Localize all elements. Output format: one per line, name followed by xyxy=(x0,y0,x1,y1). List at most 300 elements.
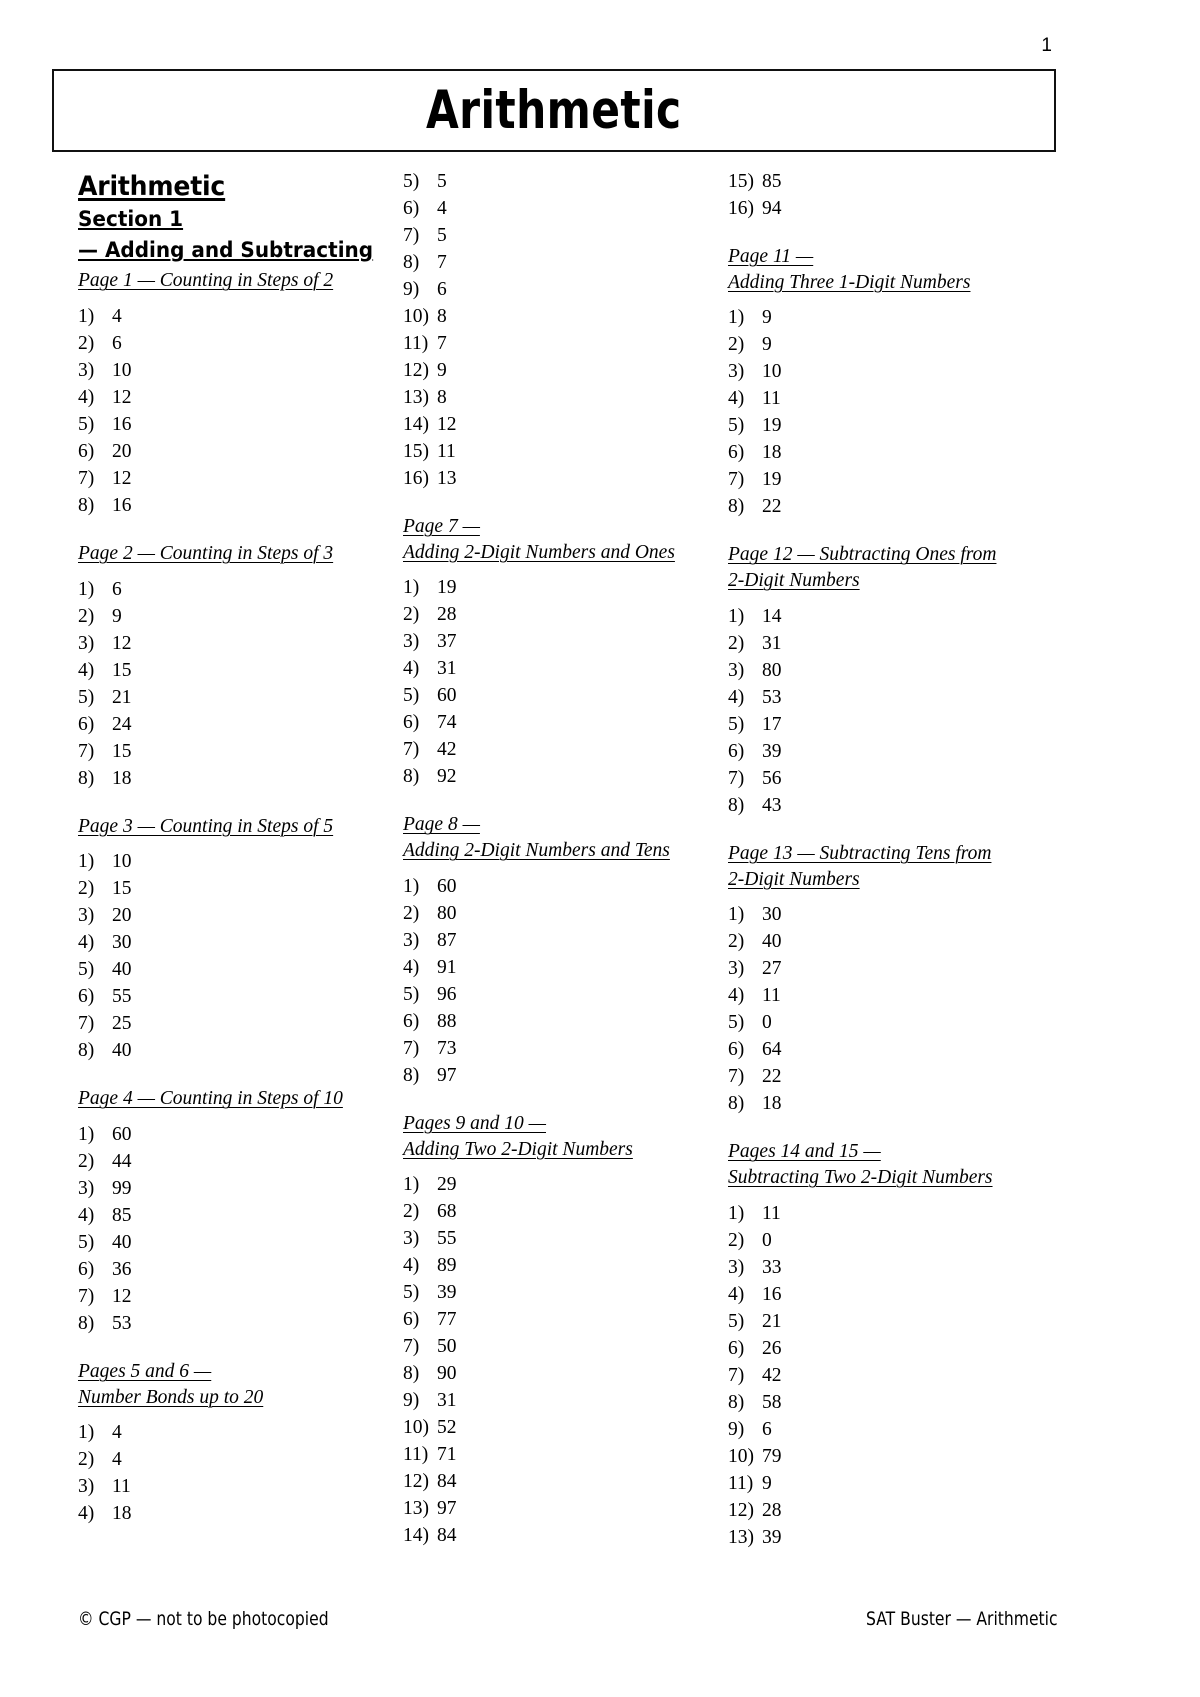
answer-value: 53 xyxy=(762,686,782,708)
answer-list xyxy=(78,1420,403,1528)
answer-list xyxy=(403,168,728,492)
answer-number: 6) xyxy=(403,1309,420,1331)
answer-row xyxy=(728,1389,1078,1416)
answer-value: 84 xyxy=(437,1471,457,1493)
answer-value: 96 xyxy=(437,983,457,1005)
answer-value: 15 xyxy=(112,659,132,681)
answer-number: 1) xyxy=(78,305,95,327)
answer-group-title xyxy=(728,841,1078,892)
answer-number: 2) xyxy=(728,931,745,953)
footer-book-title: SAT Buster — Arithmetic xyxy=(866,1608,1058,1630)
answer-value: 92 xyxy=(437,766,457,788)
answer-number: 1) xyxy=(78,1422,95,1444)
answer-value: 21 xyxy=(112,686,132,708)
answer-row xyxy=(403,1035,728,1062)
answer-group-title xyxy=(78,814,403,840)
answer-row xyxy=(78,848,403,875)
answer-value: 7 xyxy=(437,251,447,273)
answer-group xyxy=(728,841,1078,1117)
answer-row xyxy=(403,465,728,492)
answer-row xyxy=(78,1121,403,1148)
answer-number: 15) xyxy=(728,170,754,192)
answer-value: 27 xyxy=(762,958,782,980)
answer-number: 2) xyxy=(78,1150,95,1172)
answer-row xyxy=(403,1495,728,1522)
answer-group-title-line: Page 3 — Counting in Steps of 5 xyxy=(78,815,334,837)
answer-value: 74 xyxy=(437,712,457,734)
answer-row xyxy=(728,439,1078,466)
answer-group xyxy=(78,541,403,792)
answer-row xyxy=(78,1420,403,1447)
answer-value: 21 xyxy=(762,1310,782,1332)
answer-row xyxy=(728,466,1078,493)
answer-row xyxy=(403,682,728,709)
answer-value: 8 xyxy=(437,386,447,408)
answer-row xyxy=(728,195,1078,222)
answer-row xyxy=(78,1474,403,1501)
answer-list xyxy=(78,848,403,1064)
answer-value: 58 xyxy=(762,1391,782,1413)
answer-group-title xyxy=(728,244,1078,295)
answer-row xyxy=(78,1202,403,1229)
answer-row xyxy=(78,657,403,684)
answer-number: 12) xyxy=(728,1499,754,1521)
answer-number: 3) xyxy=(728,659,745,681)
answer-row xyxy=(403,709,728,736)
answer-value: 42 xyxy=(437,739,457,761)
answer-value: 60 xyxy=(112,1123,132,1145)
answer-value: 6 xyxy=(112,578,122,600)
answer-list xyxy=(728,304,1078,520)
answer-value: 25 xyxy=(112,1013,132,1035)
answer-number: 5) xyxy=(728,713,745,735)
answer-row xyxy=(728,304,1078,331)
answer-number: 1) xyxy=(403,875,420,897)
answer-row xyxy=(728,928,1078,955)
answer-value: 12 xyxy=(112,467,132,489)
answer-value: 5 xyxy=(437,224,447,246)
answer-value: 44 xyxy=(112,1150,132,1172)
title-banner xyxy=(52,69,1056,152)
answer-value: 71 xyxy=(437,1444,457,1466)
answer-group-title-line: Number Bonds up to 20 xyxy=(78,1386,264,1408)
answer-row xyxy=(78,875,403,902)
answer-value: 39 xyxy=(762,1526,782,1548)
answer-group-title-line: Page 2 — Counting in Steps of 3 xyxy=(78,543,334,565)
answer-value: 73 xyxy=(437,1037,457,1059)
answer-value: 99 xyxy=(112,1177,132,1199)
answer-number: 5) xyxy=(728,1012,745,1034)
answer-number: 1) xyxy=(728,1202,745,1224)
answer-row xyxy=(728,1227,1078,1254)
answer-group xyxy=(728,168,1078,222)
answers-column-2 xyxy=(403,168,728,1547)
answer-row xyxy=(78,956,403,983)
answer-row xyxy=(403,1387,728,1414)
answer-value: 12 xyxy=(437,413,457,435)
answer-row xyxy=(403,873,728,900)
answer-number: 13) xyxy=(403,1498,429,1520)
answer-value: 39 xyxy=(762,740,782,762)
answer-group-title xyxy=(728,542,1078,593)
page-number: 1 xyxy=(1041,35,1052,56)
answers-column-3 xyxy=(728,168,1078,1548)
answer-number: 6) xyxy=(78,440,95,462)
answer-value: 18 xyxy=(762,442,782,464)
answer-number: 4) xyxy=(78,659,95,681)
answer-value: 0 xyxy=(762,1229,772,1251)
answer-number: 3) xyxy=(78,632,95,654)
answer-group-title-line: Pages 9 and 10 — xyxy=(403,1112,546,1134)
answer-number: 7) xyxy=(728,1364,745,1386)
answer-number: 8) xyxy=(78,494,95,516)
answer-row xyxy=(78,411,403,438)
answer-value: 19 xyxy=(437,577,457,599)
answer-number: 10) xyxy=(403,305,429,327)
answer-number: 5) xyxy=(728,1310,745,1332)
answer-number: 6) xyxy=(78,986,95,1008)
answer-row xyxy=(728,603,1078,630)
answer-number: 2) xyxy=(403,604,420,626)
answer-number: 16) xyxy=(403,467,429,489)
answer-row xyxy=(78,738,403,765)
answer-number: 4) xyxy=(403,956,420,978)
answer-value: 85 xyxy=(762,170,782,192)
answer-group-title-line: Page 7 — xyxy=(403,516,480,537)
answer-group-title xyxy=(78,268,403,294)
answer-group-title xyxy=(403,1111,728,1162)
answer-list xyxy=(78,576,403,792)
answer-value: 22 xyxy=(762,496,782,518)
answer-value: 97 xyxy=(437,1498,457,1520)
answer-number: 5) xyxy=(728,415,745,437)
answer-number: 1) xyxy=(728,307,745,329)
answer-value: 39 xyxy=(437,1282,457,1304)
answer-number: 7) xyxy=(78,1285,95,1307)
answer-value: 87 xyxy=(437,929,457,951)
answer-row xyxy=(728,630,1078,657)
answer-row xyxy=(78,603,403,630)
answer-group-title xyxy=(78,1359,403,1410)
answer-row xyxy=(78,1229,403,1256)
answer-group xyxy=(728,244,1078,520)
answer-row xyxy=(403,438,728,465)
answer-value: 77 xyxy=(437,1309,457,1331)
answer-row xyxy=(78,1148,403,1175)
answer-row xyxy=(403,411,728,438)
answer-row xyxy=(728,412,1078,439)
answer-value: 4 xyxy=(437,197,447,219)
answer-row xyxy=(403,222,728,249)
answer-value: 15 xyxy=(112,740,132,762)
answer-list xyxy=(403,873,728,1089)
answer-value: 10 xyxy=(112,851,132,873)
answer-row xyxy=(728,385,1078,412)
answer-number: 6) xyxy=(78,713,95,735)
answer-value: 6 xyxy=(112,332,122,354)
answer-number: 8) xyxy=(403,1363,420,1385)
answer-value: 60 xyxy=(437,685,457,707)
answer-value: 19 xyxy=(762,469,782,491)
answer-number: 4) xyxy=(728,686,745,708)
answer-number: 4) xyxy=(403,658,420,680)
answer-row xyxy=(78,983,403,1010)
answer-number: 4) xyxy=(728,1283,745,1305)
answer-value: 16 xyxy=(112,413,132,435)
answer-number: 3) xyxy=(403,1228,420,1250)
answer-number: 1) xyxy=(403,577,420,599)
answer-number: 6) xyxy=(403,197,420,219)
answer-number: 7) xyxy=(728,1066,745,1088)
answer-group-title xyxy=(728,1139,1078,1190)
answer-number: 8) xyxy=(728,1391,745,1413)
answer-number: 7) xyxy=(403,224,420,246)
answer-number: 1) xyxy=(78,1123,95,1145)
answer-value: 31 xyxy=(437,658,457,680)
answer-value: 28 xyxy=(762,1499,782,1521)
answer-value: 10 xyxy=(762,361,782,383)
section-name: — Adding and Subtracting xyxy=(78,237,374,263)
answer-row xyxy=(403,1441,728,1468)
answer-number: 4) xyxy=(78,386,95,408)
answer-number: 11) xyxy=(728,1472,754,1494)
answer-number: 8) xyxy=(78,1312,95,1334)
answer-number: 10) xyxy=(403,1417,429,1439)
answer-row xyxy=(403,900,728,927)
answer-row xyxy=(403,195,728,222)
answer-number: 15) xyxy=(403,440,429,462)
answer-number: 3) xyxy=(403,929,420,951)
answer-row xyxy=(728,1036,1078,1063)
answer-row xyxy=(403,736,728,763)
answer-value: 89 xyxy=(437,1255,457,1277)
answer-value: 50 xyxy=(437,1336,457,1358)
answer-group-title-line: Subtracting Two 2-Digit Numbers xyxy=(728,1167,993,1189)
answer-row xyxy=(403,276,728,303)
answer-row xyxy=(403,1062,728,1089)
answer-number: 3) xyxy=(78,359,95,381)
answer-group-title-line: Page 8 — xyxy=(403,814,480,836)
answer-group-title-line: Page 4 — Counting in Steps of 10 xyxy=(78,1088,343,1110)
answer-group-title-line: Page 13 — Subtracting Tens from xyxy=(728,842,992,864)
answer-value: 26 xyxy=(762,1337,782,1359)
answer-value: 40 xyxy=(112,1231,132,1253)
answer-row xyxy=(403,574,728,601)
answer-number: 6) xyxy=(403,1010,420,1032)
answer-number: 2) xyxy=(728,632,745,654)
answer-group xyxy=(728,1139,1078,1550)
answer-number: 5) xyxy=(403,170,420,192)
answer-number: 12) xyxy=(403,1471,429,1493)
answer-group-title xyxy=(403,812,728,863)
answer-value: 31 xyxy=(437,1390,457,1412)
answer-row xyxy=(78,902,403,929)
answer-value: 43 xyxy=(762,794,782,816)
answer-value: 31 xyxy=(762,632,782,654)
answer-value: 14 xyxy=(762,605,782,627)
answer-row xyxy=(403,1171,728,1198)
answer-value: 13 xyxy=(437,467,457,489)
answer-number: 7) xyxy=(728,469,745,491)
answer-row xyxy=(403,1008,728,1035)
answer-group-title-line: Pages 5 and 6 — xyxy=(78,1361,212,1383)
answer-row xyxy=(728,1308,1078,1335)
answer-number: 4) xyxy=(78,1204,95,1226)
answer-value: 11 xyxy=(762,985,781,1007)
answer-value: 64 xyxy=(762,1039,782,1061)
answer-number: 6) xyxy=(728,740,745,762)
answer-number: 7) xyxy=(403,739,420,761)
answer-value: 8 xyxy=(437,305,447,327)
answer-number: 7) xyxy=(403,1336,420,1358)
answer-number: 14) xyxy=(403,413,429,435)
answer-row xyxy=(728,982,1078,1009)
answer-value: 15 xyxy=(112,878,132,900)
answer-number: 2) xyxy=(78,605,95,627)
answer-row xyxy=(78,1447,403,1474)
answer-group xyxy=(78,1359,403,1527)
answer-number: 12) xyxy=(403,359,429,381)
answer-number: 5) xyxy=(78,959,95,981)
answer-number: 1) xyxy=(403,1174,420,1196)
answer-number: 10) xyxy=(728,1445,754,1467)
answer-group-title-line: Adding Three 1-Digit Numbers xyxy=(728,271,971,293)
answer-value: 5 xyxy=(437,170,447,192)
answer-number: 2) xyxy=(728,334,745,356)
answer-value: 11 xyxy=(437,440,456,462)
answer-value: 68 xyxy=(437,1201,457,1223)
answer-value: 11 xyxy=(112,1476,131,1498)
answer-list xyxy=(78,1121,403,1337)
answer-row xyxy=(728,1416,1078,1443)
answer-row xyxy=(403,655,728,682)
answer-number: 8) xyxy=(78,1040,95,1062)
answer-row xyxy=(728,1009,1078,1036)
answer-group-title-line: Page 11 — xyxy=(728,246,814,267)
answer-row xyxy=(403,763,728,790)
answer-list xyxy=(78,303,403,519)
answer-number: 6) xyxy=(403,712,420,734)
answer-number: 5) xyxy=(403,983,420,1005)
answer-number: 2) xyxy=(78,1449,95,1471)
answer-value: 56 xyxy=(762,767,782,789)
answer-value: 85 xyxy=(112,1204,132,1226)
answer-row xyxy=(728,1362,1078,1389)
answer-number: 2) xyxy=(728,1229,745,1251)
answer-value: 80 xyxy=(762,659,782,681)
answer-row xyxy=(728,331,1078,358)
answer-row xyxy=(78,492,403,519)
answer-row xyxy=(728,711,1078,738)
section-heading xyxy=(78,168,403,266)
answer-value: 6 xyxy=(437,278,447,300)
answer-value: 10 xyxy=(112,359,132,381)
answer-value: 97 xyxy=(437,1064,457,1086)
answer-group-title xyxy=(403,514,728,565)
section-subject: Arithmetic xyxy=(78,171,226,202)
answer-value: 29 xyxy=(437,1174,457,1196)
answer-group-title-line: 2-Digit Numbers xyxy=(728,868,860,890)
answer-row xyxy=(403,954,728,981)
answer-list xyxy=(728,168,1078,222)
answer-value: 11 xyxy=(762,1202,781,1224)
answer-value: 12 xyxy=(112,632,132,654)
answer-row xyxy=(403,330,728,357)
answer-number: 1) xyxy=(78,578,95,600)
answer-value: 16 xyxy=(112,494,132,516)
answer-value: 4 xyxy=(112,305,122,327)
answer-row xyxy=(78,357,403,384)
answer-row xyxy=(78,465,403,492)
answer-number: 9) xyxy=(403,1390,420,1412)
answer-value: 79 xyxy=(762,1445,782,1467)
answer-row xyxy=(728,1470,1078,1497)
answer-row xyxy=(403,1468,728,1495)
answer-number: 5) xyxy=(78,1231,95,1253)
answer-number: 16) xyxy=(728,197,754,219)
answer-group xyxy=(728,542,1078,818)
answer-row xyxy=(78,1175,403,1202)
answer-value: 28 xyxy=(437,604,457,626)
answer-row xyxy=(78,1037,403,1064)
answer-number: 6) xyxy=(78,1258,95,1280)
answer-group-title-line: Page 1 — Counting in Steps of 2 xyxy=(78,270,334,292)
answer-value: 30 xyxy=(762,904,782,926)
answer-value: 20 xyxy=(112,905,132,927)
answer-row xyxy=(728,657,1078,684)
answer-list xyxy=(728,603,1078,819)
answer-value: 20 xyxy=(112,440,132,462)
answer-row xyxy=(728,1443,1078,1470)
answer-row xyxy=(78,330,403,357)
answer-value: 53 xyxy=(112,1312,132,1334)
answer-number: 11) xyxy=(403,332,429,354)
answer-row xyxy=(78,929,403,956)
answer-value: 11 xyxy=(762,388,781,410)
page-footer xyxy=(78,1610,1058,1629)
answer-value: 22 xyxy=(762,1066,782,1088)
answer-row xyxy=(728,1335,1078,1362)
column-1-groups xyxy=(78,268,403,1527)
answer-group-title xyxy=(78,541,403,567)
answer-value: 60 xyxy=(437,875,457,897)
answer-value: 9 xyxy=(762,307,772,329)
answer-number: 3) xyxy=(403,631,420,653)
answer-row xyxy=(403,1306,728,1333)
answer-number: 7) xyxy=(728,767,745,789)
answer-row xyxy=(403,927,728,954)
answer-group xyxy=(403,514,728,790)
answer-group-title-line: 2-Digit Numbers xyxy=(728,570,860,592)
answer-number: 1) xyxy=(728,605,745,627)
answer-value: 91 xyxy=(437,956,457,978)
answer-value: 55 xyxy=(112,986,132,1008)
answer-row xyxy=(728,1200,1078,1227)
answer-number: 8) xyxy=(728,1093,745,1115)
answer-value: 12 xyxy=(112,386,132,408)
answer-row xyxy=(728,684,1078,711)
answer-number: 3) xyxy=(728,958,745,980)
answer-number: 6) xyxy=(728,1039,745,1061)
answer-value: 40 xyxy=(762,931,782,953)
answer-row xyxy=(78,384,403,411)
answer-row xyxy=(78,630,403,657)
answer-group xyxy=(403,1111,728,1549)
answer-number: 4) xyxy=(78,932,95,954)
answer-number: 4) xyxy=(403,1255,420,1277)
answer-group-title-line: Adding 2-Digit Numbers and Ones xyxy=(403,541,675,563)
answer-group-title-line: Adding Two 2-Digit Numbers xyxy=(403,1138,633,1160)
